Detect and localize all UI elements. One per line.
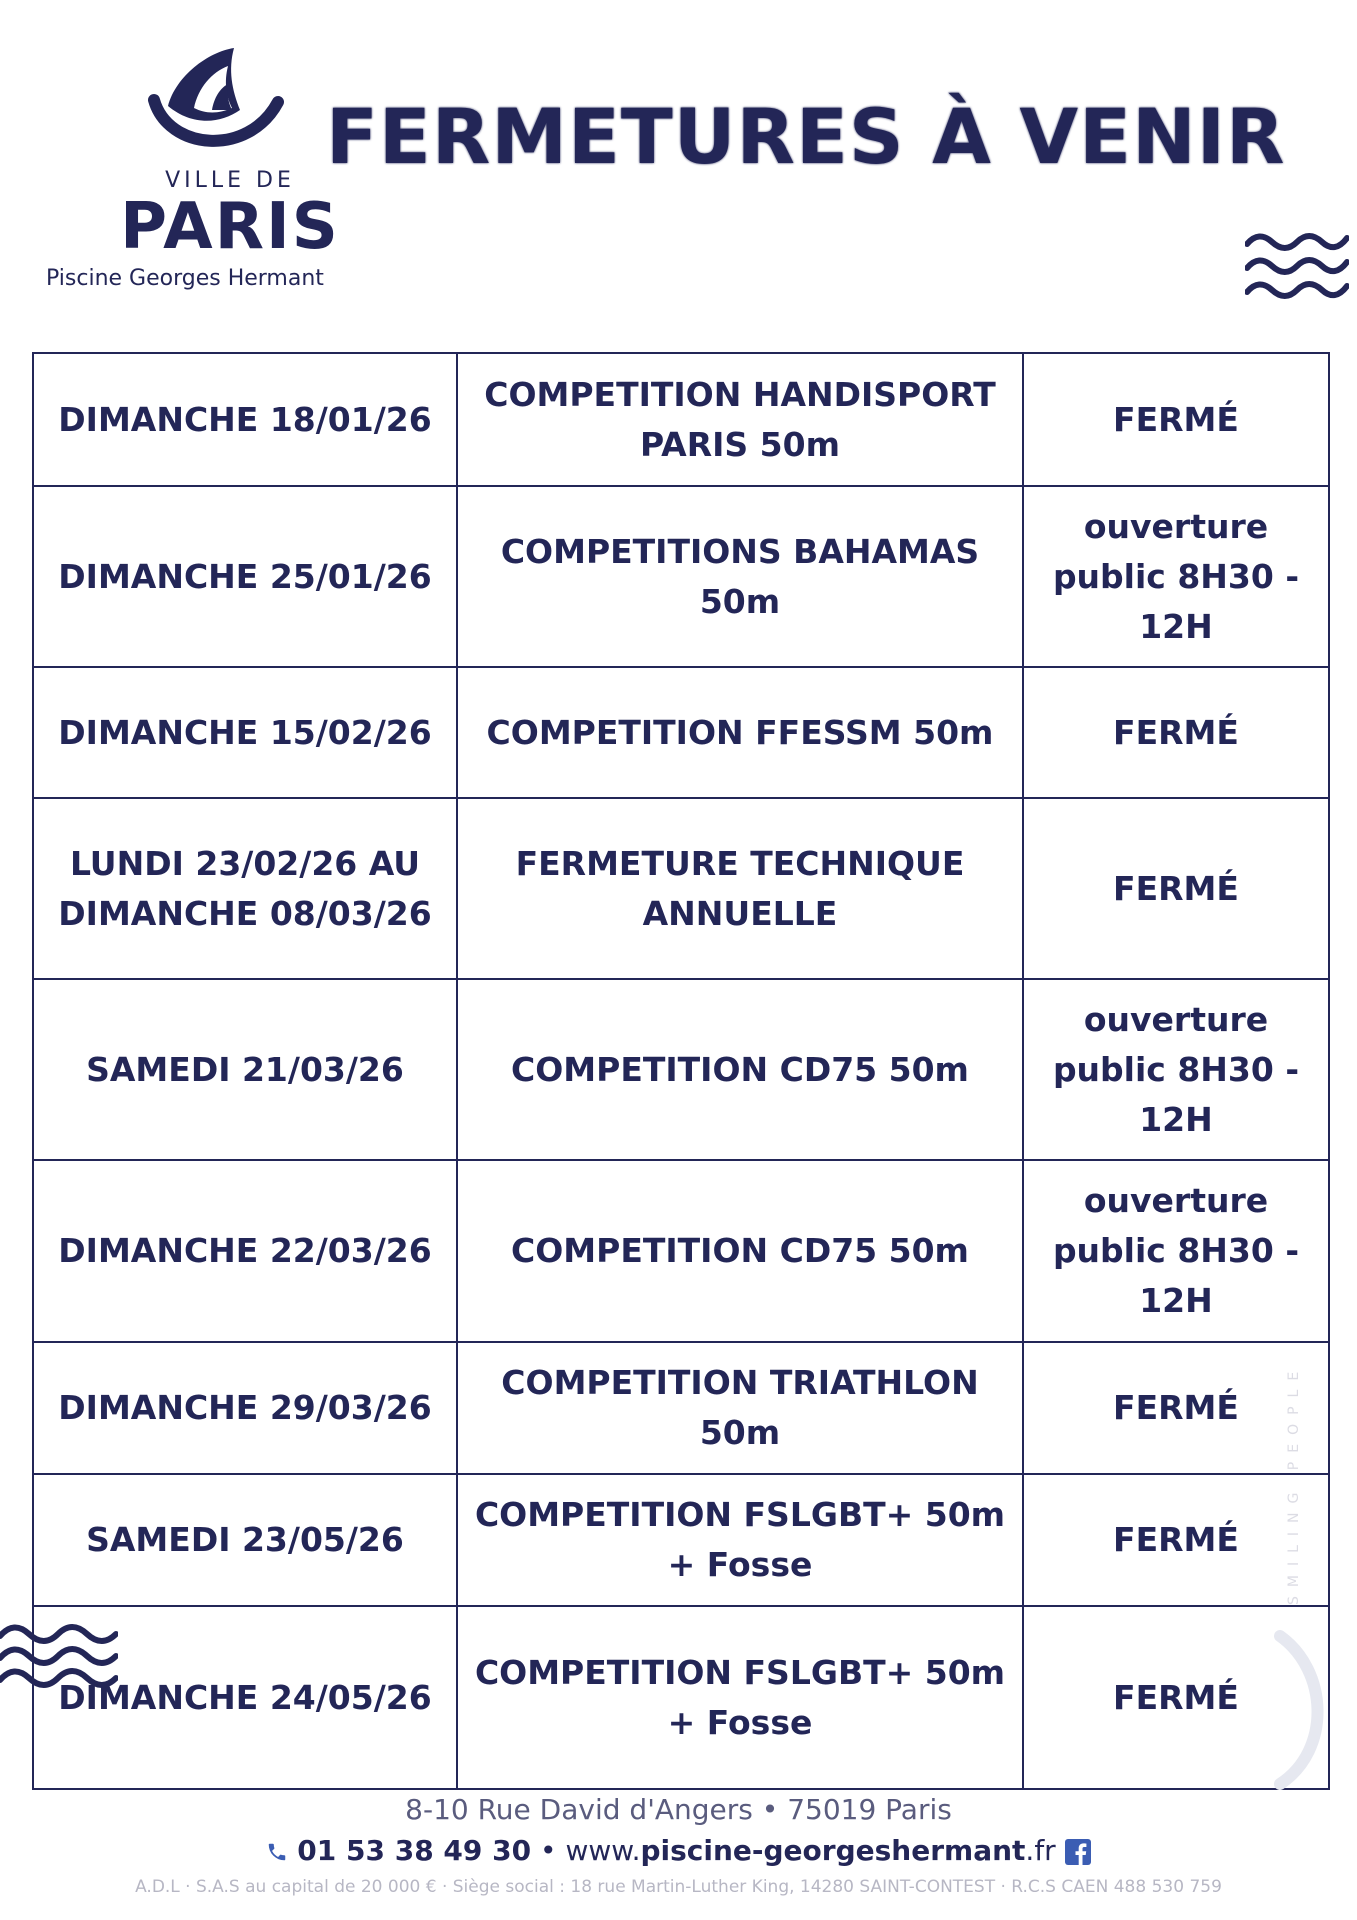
paris-label: PARIS <box>120 190 340 264</box>
ville-de-label: VILLE DE <box>165 168 295 193</box>
website-domain: piscine-georgeshermant <box>640 1834 1026 1867</box>
table-row <box>33 979 1329 1160</box>
closure-event: COMPETITION FSLGBT+ 50m + Fosse <box>457 1474 1023 1606</box>
website-prefix: www. <box>565 1834 641 1867</box>
watermark-text: SMILING PEOPLE <box>1286 1362 1302 1606</box>
closure-date: LUNDI 23/02/26 AU DIMANCHE 08/03/26 <box>33 798 457 979</box>
table-row <box>33 798 1329 979</box>
closure-date: DIMANCHE 24/05/26 <box>33 1606 457 1789</box>
closure-status: FERMÉ <box>1023 798 1329 979</box>
closure-status: FERMÉ <box>1023 1342 1329 1474</box>
waves-icon <box>1245 228 1349 306</box>
table-row <box>33 1474 1329 1606</box>
closure-date: DIMANCHE 22/03/26 <box>33 1160 457 1342</box>
closure-event: COMPETITION HANDISPORT PARIS 50m <box>457 353 1023 486</box>
smile-arc-icon <box>1250 1630 1340 1790</box>
table-row <box>33 1160 1329 1342</box>
closure-event: COMPETITIONS BAHAMAS 50m <box>457 486 1023 667</box>
separator: • <box>531 1834 566 1867</box>
closure-date: DIMANCHE 25/01/26 <box>33 486 457 667</box>
table-row <box>33 667 1329 798</box>
closure-status: ouverture public 8H30 - 12H <box>1023 1160 1329 1342</box>
contact-line <box>0 1834 1357 1867</box>
website-suffix: .fr <box>1025 1834 1056 1867</box>
closure-status: FERMÉ <box>1023 353 1329 486</box>
address: 8-10 Rue David d'Angers • 75019 Paris <box>405 1793 952 1826</box>
closures-table <box>32 352 1330 1790</box>
closure-event: COMPETITION TRIATHLON 50m <box>457 1342 1023 1474</box>
closure-status: FERMÉ <box>1023 1474 1329 1606</box>
closure-date: DIMANCHE 29/03/26 <box>33 1342 457 1474</box>
table-row <box>33 353 1329 486</box>
closure-date: DIMANCHE 18/01/26 <box>33 353 457 486</box>
closure-status: FERMÉ <box>1023 667 1329 798</box>
closure-event: COMPETITION FSLGBT+ 50m + Fosse <box>457 1606 1023 1789</box>
facebook-icon[interactable] <box>1065 1839 1091 1865</box>
closure-status: ouverture public 8H30 - 12H <box>1023 979 1329 1160</box>
closure-date: DIMANCHE 15/02/26 <box>33 667 457 798</box>
table-row <box>33 1342 1329 1474</box>
table-row <box>33 486 1329 667</box>
closure-date: SAMEDI 23/05/26 <box>33 1474 457 1606</box>
legal-notice: A.D.L · S.A.S au capital de 20 000 € · Siège social : 18 rue Martin-Luther King, 14280 SAINT-CONTEST · R.C.S CAEN 488 530 759 <box>135 1877 1222 1897</box>
closure-event: COMPETITION FFESSM 50m <box>457 667 1023 798</box>
closure-status: FERMÉ <box>1023 1606 1329 1789</box>
page-title: FERMETURES À VENIR <box>326 92 1286 181</box>
pool-name: Piscine Georges Hermant <box>46 266 324 291</box>
ville-de-paris-logo <box>40 40 360 300</box>
paris-ship-logo-icon <box>128 40 288 170</box>
phone-icon <box>266 1841 288 1863</box>
website-link[interactable] <box>565 1834 1055 1867</box>
closure-event: COMPETITION CD75 50m <box>457 979 1023 1160</box>
waves-icon <box>0 1618 118 1694</box>
phone-number[interactable]: 01 53 38 49 30 <box>297 1834 532 1867</box>
closure-date: SAMEDI 21/03/26 <box>33 979 457 1160</box>
closure-status: ouverture public 8H30 - 12H <box>1023 486 1329 667</box>
closure-event: COMPETITION CD75 50m <box>457 1160 1023 1342</box>
closure-event: FERMETURE TECHNIQUE ANNUELLE <box>457 798 1023 979</box>
table-row <box>33 1606 1329 1789</box>
